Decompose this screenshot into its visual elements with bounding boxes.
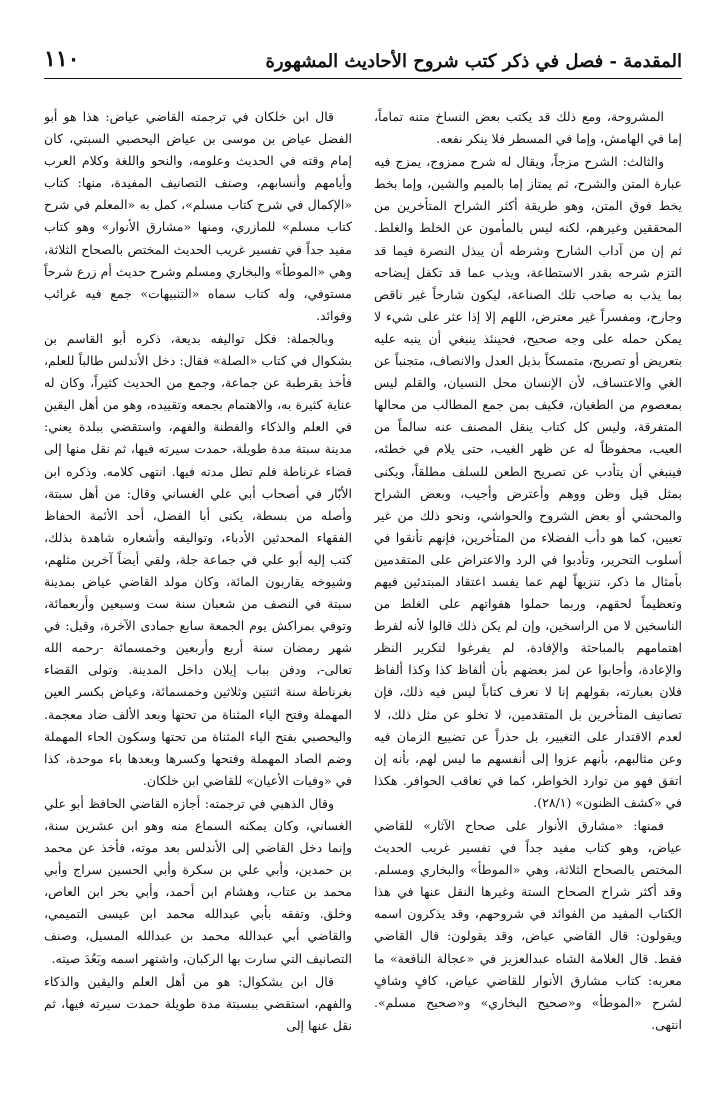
left-column [44, 106, 352, 1096]
paragraph: وقال الذهبي في ترجمته: أجازه القاضي الحافظ أبو علي الغساني، وكان يمكنه السماع منه وهو ابن عشرين سنة، وإنما دخل القاضي إلى الأندلس بعد موته، فأخذ عن محمد بن حمدين، وأبي علي بن سكرة وأبي الحسين سراج وأبي محمد بن عتاب، وهشام ابن أحمد، وأبي بحر ابن العاص، وخلق. وتفقه بأبي عبدالله محمد ابن عيسى التميمي، والقاضي أبي عبدالله محمد بن عبدالله المسيل، وصنف التصانيف التي سارت بها الركبان، واشتهر اسمه وبَعُدَ صيته. [44, 795, 352, 966]
text-columns [44, 106, 682, 1096]
paragraph: المشروحة، ومع ذلك قد يكتب بعض النساخ متنه تماماً، إما في الهامش، وإما في المسطر فلا ينكر نفعه. [374, 109, 682, 147]
page-number: ١١٠ [44, 46, 80, 72]
paragraph: قال ابن بشكوال: هو من أهل العلم واليقين والذكاء والفهم، استقضي ببسبتة مدة طويلة حمدت سيرته فيها، ثم نقل عنها إلى [44, 973, 352, 1033]
paragraph: والثالث: الشرح مزجاً، ويقال له شرح ممزوج، يمزج فيه عبارة المتن والشرح، ثم يمتاز إما بالميم والشين، وإما بخط يخط فوق المتن، وهو طريقة أكثر الشراح المتأخرين من المحققين وغيرهم، لكنه ليس بالمأمون عن الخلط والغلط. ثم إن من آداب الشارح وشرطه أن يبذل النصرة فيما قد التزم شرحه بقدر الاستطاعة، ويذب عما قد تكفل إيضاحه بما يذب به صاحب تلك الصناعة، ليكون شارحاً غير ناقص وجارح، ومفسراً غير معترض، اللهم إلا إذا عثر على شيء لا يمكن حمله على وجه صحيح، فحينئذ ينبغي أن ينبه عليه بتعريض أو تصريح، متمسكاً بذيل العدل والانصاف، متجنباً عن الغي والاعتساف، لأن الإنسان محل النسيان، والقلم ليس بمعصوم من الطغيان، فكيف بمن جمع المطالب من محالها المتفرقة، وليس كل كتاب ينقل المصنف عنه سالماً من العيب، محفوظاً له عن ظهر الغيب، حتى يلام في خطئه، فينبغي أن يتأدب عن تصريح الطعن للسلف مطلقاً، ويكنى بمثل قيل وظن ووهم وأعترض وأجيب، وبعض الشراح والمحشي أو بعض الشروح والحواشي، ونحو ذلك من غير تعيين، كما هو دأب الفضلاء من المتأخرين، فإنهم تأنقوا في أسلوب التحرير، وتأدبوا في الرد والاعتراض على المتقدمين بأمثال ما ذكر، تنزيهاً لهم عما يفسد اعتقاد المبتدئين فيهم وتعظيماً لحقهم، وربما حملوا هفواتهم على الغلط من الناسخين لا من الراسخين، وإن لم يكن ذلك قالوا لأنه لفرط اهتمامهم بالمباحثة والإفادة، لم يفرغوا لتكرير النظر والإعادة، وأجابوا عن لمز بعضهم بأن ألفاظ كذا وكذا ألفاظ فلان بعبارته، بقولهم إنا لا نعرف كتاباً ليس فيه ذلك، فإن تصانيف المتأخرين بل المتقدمين، لا تخلو عن مثل ذلك، لا لعدم الاقتدار على التغيير، بل حذراً عن تضييع الزمان فيه وعن مثالبهم، بأنهم عزوا إلى أنفسهم ما ليس لهم، بأنه إن اتفق فهو من توارد الخواطر، كما في تعاقب الحوافر. هكذا في «كشف الظنون» (٢٨/١). [374, 154, 682, 810]
right-column [374, 106, 682, 1096]
paragraph: وبالجملة: فكل تواليفه بديعة، ذكره أبو القاسم بن بشكوال في كتاب «الصلة» فقال: دخل الأندلس طالباً للعلم، فأخذ بقرطبة عن جماعة، وجمع من الحديث كثيراً، وكان له عناية كثيرة به، والاهتمام بجمعه وتقييده، وهو من أهل اليقين في العلم والذكاء والفطنة والفهم، واستقضي ببلدة يعني: مدينة سبتة مدة طويلة، حمدت سيرته فيها، ثم نقل منها إلى قضاء غرناطة فلم تطل مدته فيها. انتهى كلامه. وذكره ابن الأبّار في أصحاب أبي علي الغساني وقال: من أهل سبتة، وأصله من بسطة، يكنى أبا الفضل، أحد الأئمة الحفاظ الفقهاء المحدثين الأدباء، وتواليفه وأشعاره شاهدة بذلك، كتب إليه أبو علي في جماعة جلة، ولقي أيضاً آخرين مثلهم، وشيوخه يقاربون المائة، وكان مولد القاضي عياض بمدينة سبتة في النصف من شعبان سنة ست وسبعين وأربعمائة، وتوفي بمراكش يوم الجمعة سابع جمادى الآخرة، وقيل: في شهر رمضان سنة أربع وأربعين وخمسمائة -رحمه الله تعالى-، ودفن بباب إيلان داخل المدينة. وتولى القضاء بغرناطة سنة اثنتين وثلاثين وخمسمائة، وعياض بكسر العين المهملة وفتح الياء المثناة من تحتها وبعد الألف ضاد معجمة. واليحصبي بفتح الياء المثناة من تحتها وسكون الحاء المهملة وضم الصاد المهملة وفتحها وكسرها وبعدها باء موحدة، كذا في «وفيات الأعيان» للقاضي ابن خلكان. [44, 330, 352, 788]
running-title: المقدمة - فصل في ذكر كتب شروح الأحاديث المشهورة [265, 51, 682, 72]
paragraph: فمنها: «مشارق الأنوار على صحاح الآثار» للقاضي عياض، وهو كتاب مفيد جداً في تفسير غريب الحديث المختص بالصحاح الثلاثة، وهي «الموطأ» والبخاري ومسلم. وقد أكثر شراح الصحاح الستة وغيرها النقل عنها في هذا الكتاب المفيد من الفوائد في شروحهم، وقد يذكرون اسمه ويقولون: قال القاضي عياض، وقد يقولون: قال القاضي فقط. قال العلامة الشاه عبدالعزيز في «عجالة النافعة» ما معربه: كتاب مشارق الأنوار للقاضي عياض، كافٍ وشافٍ لشرح «الموطأ» و«صحيح البخاري» و«صحيح مسلم». انتهى. [374, 818, 682, 1032]
page-header [44, 38, 682, 79]
paragraph: قال ابن خلكان في ترجمته القاضي عياض: هذا هو أبو الفضل عياض بن موسى بن عياض اليحصبي السبتي، كان إمام وقته في الحديث وعلومه، والنحو واللغة وكلام العرب وأيامهم وأنسابهم، وصنف التصانيف المفيدة، منها: كتاب «الإكمال في شرح كتاب مسلم»، كمل به «المعلم في شرح كتاب مسلم» للمازري، ومنها «مشارق الأنوار» وهو كتاب مفيد جداً في تفسير غريب الحديث المختص بالصحاح الثلاثة، وهي «الموطأ» والبخاري ومسلم وشرح حديث أم زرع شرحاً مستوفي، وله كتاب سماه «التنبيهات» جمع فيه غرائب وفوائد. [44, 109, 352, 323]
